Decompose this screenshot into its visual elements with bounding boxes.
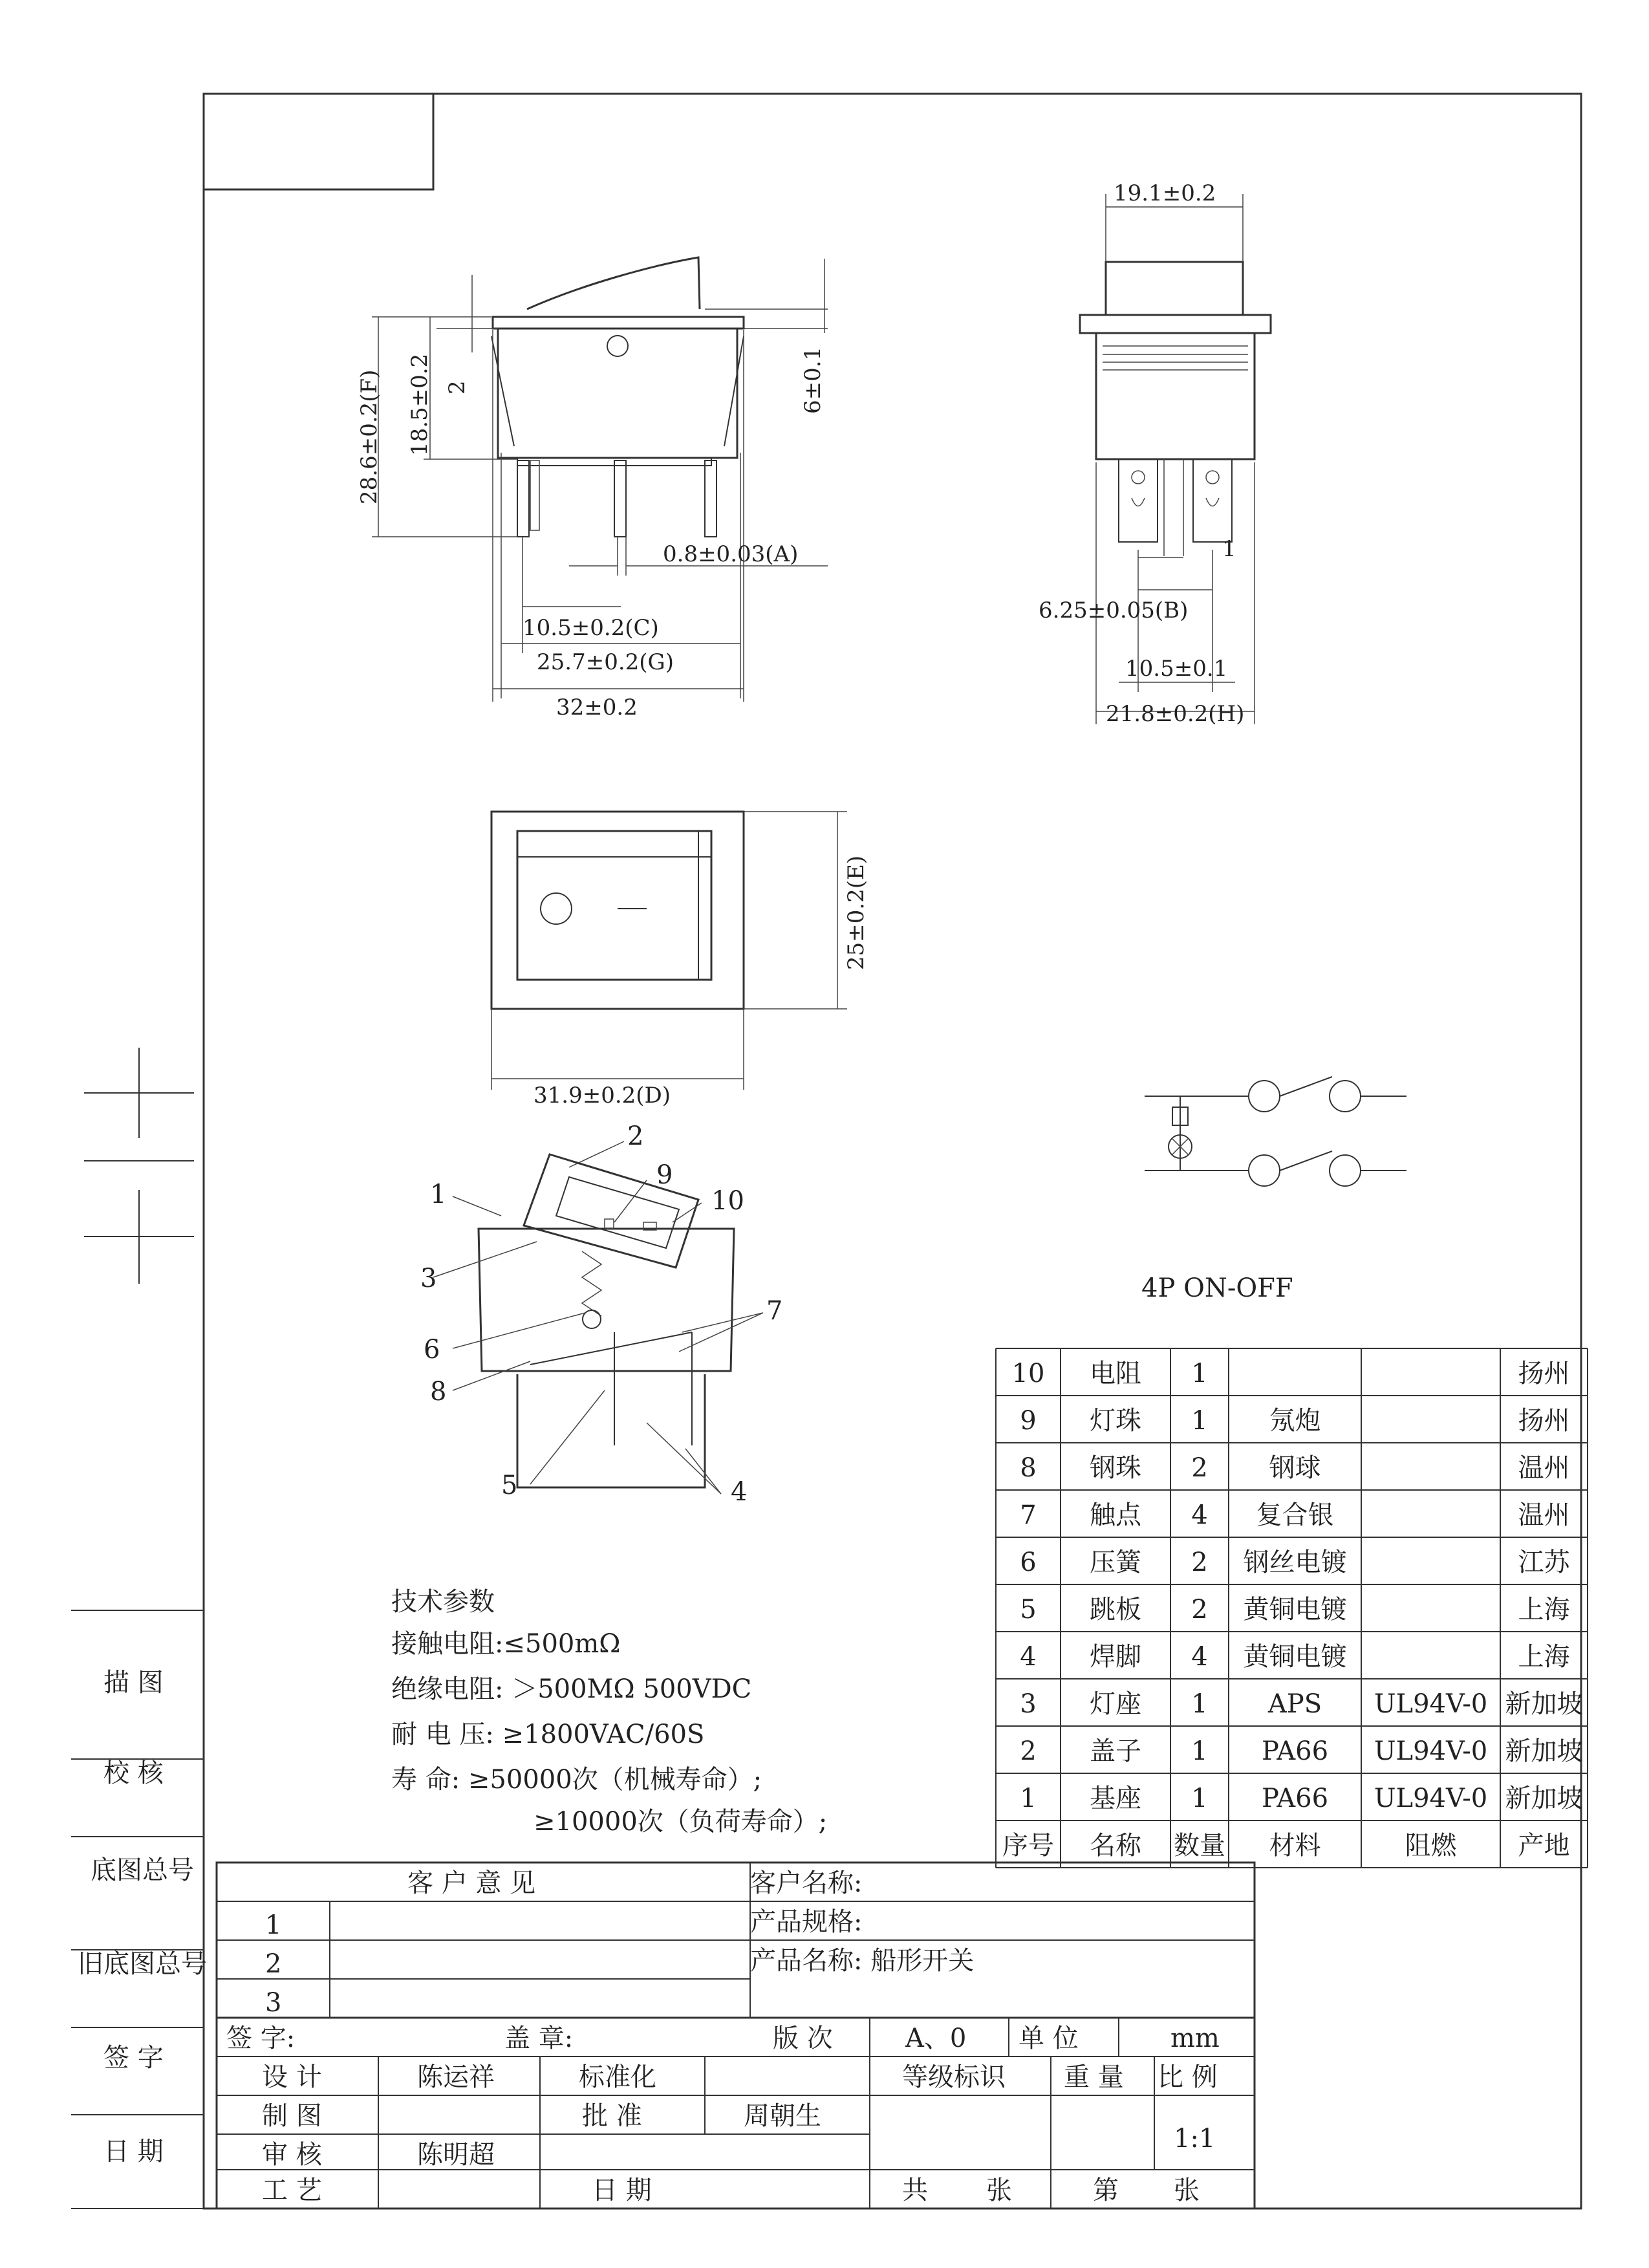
bom-cell: 压簧 <box>1090 1548 1141 1577</box>
callout-8: 8 <box>430 1377 447 1407</box>
bom-cell: 8 <box>1020 1453 1037 1483</box>
circuit-diagram <box>1141 1077 1406 1303</box>
strip-check: 校 核 <box>103 1758 164 1788</box>
version-value: A、0 <box>905 2024 967 2053</box>
design-label: 设 计 <box>262 2062 322 2092</box>
nth-label: 第 <box>1093 2176 1119 2205</box>
dim-width-d: 31.9±0.2(D) <box>534 1083 671 1108</box>
strip-base-no: 底图总号 <box>91 1855 194 1885</box>
callout-6: 6 <box>424 1335 440 1365</box>
dim-width-h: 21.8±0.2(H) <box>1106 701 1245 727</box>
tech-line-5: ≥10000次（负荷寿命）; <box>534 1807 828 1837</box>
customer-opinion: 客 户 意 见 <box>407 1868 536 1898</box>
top-view <box>491 812 869 1108</box>
bom-cell: 灯座 <box>1090 1689 1141 1719</box>
scale-label: 比 例 <box>1158 2062 1218 2092</box>
strip-sign: 签 字 <box>103 2043 164 2073</box>
bom-cell: 1 <box>1191 1359 1208 1388</box>
dim-one: 1 <box>1222 536 1236 562</box>
bom-header-cell: 材料 <box>1269 1831 1321 1861</box>
callout-1: 1 <box>430 1180 447 1209</box>
dim-pin-b: 6.25±0.05(B) <box>1039 598 1189 623</box>
bom-cell: 基座 <box>1090 1784 1141 1813</box>
bom-cell: 复合银 <box>1256 1500 1334 1530</box>
dim-pitch-side: 10.5±0.1 <box>1125 656 1228 682</box>
bom-cell: 黄铜电镀 <box>1243 1642 1347 1672</box>
bom-cell: 钢丝电镀 <box>1243 1548 1347 1577</box>
bom-cell: UL94V-0 <box>1374 1689 1488 1719</box>
weight-label: 重 量 <box>1064 2062 1124 2092</box>
bom-cell: 4 <box>1191 1642 1208 1672</box>
bom-cell: 7 <box>1020 1500 1037 1530</box>
opinion-row-3: 3 <box>265 1988 282 2018</box>
bom-cell: PA66 <box>1261 1736 1329 1766</box>
tech-line-1: 接触电阻:≤500mΩ <box>391 1629 621 1659</box>
bom-cell: 电阻 <box>1090 1359 1141 1388</box>
dim-total-height: 28.6±0.2(F) <box>356 369 382 504</box>
bom-cell: 氖炮 <box>1269 1406 1321 1436</box>
opinion-row-1: 1 <box>265 1910 282 1940</box>
strip-date: 日 期 <box>103 2137 164 2166</box>
bom-header-cell: 产地 <box>1518 1831 1570 1861</box>
bom-cell: 1 <box>1191 1689 1208 1719</box>
draw-label: 制 图 <box>262 2101 322 2131</box>
designer: 陈运祥 <box>417 2062 495 2092</box>
bom-cell: 黄铜电镀 <box>1243 1595 1347 1625</box>
dim-six: 6±0.1 <box>800 346 826 414</box>
side-view <box>1039 180 1271 727</box>
bom-cell: 扬州 <box>1518 1359 1570 1388</box>
bom-cell: 焊脚 <box>1090 1642 1141 1672</box>
bom-table <box>996 1348 1588 1868</box>
bom-cell: 上海 <box>1518 1595 1570 1625</box>
bom-cell: 4 <box>1191 1500 1208 1530</box>
left-strip <box>71 1610 207 2209</box>
bom-cell: PA66 <box>1261 1784 1329 1813</box>
grade-label: 等级标识 <box>902 2062 1006 2092</box>
sheet-label: 张 <box>986 2176 1012 2205</box>
tech-line-3: 耐 电 压: ≥1800VAC/60S <box>391 1720 705 1749</box>
bom-cell: 上海 <box>1518 1642 1570 1672</box>
product-name: 产品名称: 船形开关 <box>750 1946 975 1976</box>
bom-cell: 钢球 <box>1269 1453 1321 1483</box>
callout-10: 10 <box>711 1186 744 1216</box>
bom-cell: 2 <box>1191 1595 1208 1625</box>
bom-cell: UL94V-0 <box>1374 1736 1488 1766</box>
bom-cell: 5 <box>1020 1595 1037 1625</box>
bom-cell: 6 <box>1020 1548 1037 1577</box>
callout-3: 3 <box>420 1264 437 1293</box>
bom-cell: 灯珠 <box>1090 1406 1141 1436</box>
seal-label: 盖 章: <box>504 2024 574 2053</box>
bom-cell: 盖子 <box>1090 1736 1141 1766</box>
bom-cell: 1 <box>1191 1406 1208 1436</box>
unit-label: 单 位 <box>1018 2024 1079 2053</box>
bom-cell: 1 <box>1020 1784 1037 1813</box>
sheet-label-2: 张 <box>1174 2176 1200 2205</box>
bom-cell: 温州 <box>1518 1500 1570 1530</box>
bom-cell: 扬州 <box>1518 1406 1570 1436</box>
version-label: 版 次 <box>773 2024 833 2053</box>
callout-7: 7 <box>766 1296 783 1326</box>
standard-label: 标准化 <box>579 2062 656 2092</box>
customer-name: 客户名称: <box>750 1868 863 1898</box>
strip-trace: 描 图 <box>103 1668 164 1698</box>
dim-body-g: 25.7±0.2(G) <box>537 649 674 675</box>
bom-cell: 1 <box>1191 1736 1208 1766</box>
title-block <box>217 1863 1255 2209</box>
approve-label: 批 准 <box>582 2101 642 2131</box>
dim-width-32: 32±0.2 <box>556 695 638 720</box>
strip-old-base-no: 旧底图总号 <box>78 1949 207 1979</box>
bom-header-cell: 名称 <box>1090 1831 1141 1861</box>
bom-header-cell: 阻燃 <box>1405 1831 1457 1861</box>
date-label: 日 期 <box>592 2176 652 2205</box>
dim-small: 2 <box>444 380 470 394</box>
bom-cell: 2 <box>1191 1453 1208 1483</box>
bom-cell: 江苏 <box>1518 1548 1570 1577</box>
unit-value: mm <box>1170 2024 1220 2053</box>
dim-height-e: 25±0.2(E) <box>843 855 869 970</box>
callout-4: 4 <box>731 1477 748 1507</box>
bom-cell: 新加坡 <box>1505 1736 1583 1766</box>
bom-cell: 钢珠 <box>1090 1453 1141 1483</box>
dim-pin-a: 0.8±0.03(A) <box>663 541 799 567</box>
bom-cell: UL94V-0 <box>1374 1784 1488 1813</box>
bom-header-cell: 序号 <box>1002 1831 1054 1861</box>
dim-body-height: 18.5±0.2 <box>407 353 433 456</box>
dim-top-width: 19.1±0.2 <box>1114 180 1216 206</box>
tech-title: 技术参数 <box>391 1587 495 1617</box>
product-spec: 产品规格: <box>750 1907 863 1937</box>
bom-cell: 10 <box>1011 1359 1045 1388</box>
callout-9: 9 <box>656 1160 673 1190</box>
process-label: 工 艺 <box>262 2176 322 2205</box>
review-label: 审 核 <box>262 2140 322 2170</box>
bom-cell: 新加坡 <box>1505 1689 1583 1719</box>
bom-cell: APS <box>1267 1689 1322 1719</box>
bom-cell: 3 <box>1020 1689 1037 1719</box>
tech-line-4: 寿 命: ≥50000次（机械寿命）; <box>391 1765 762 1795</box>
bom-cell: 触点 <box>1090 1500 1141 1530</box>
bom-cell: 温州 <box>1518 1453 1570 1483</box>
bom-cell: 跳板 <box>1090 1595 1141 1625</box>
callout-2: 2 <box>627 1121 644 1151</box>
total-label: 共 <box>902 2176 928 2205</box>
bom-cell: 1 <box>1191 1784 1208 1813</box>
approver: 周朝生 <box>744 2101 821 2131</box>
callout-5: 5 <box>501 1471 518 1500</box>
tech-line-2: 绝缘电阻: ＞500MΩ 500VDC <box>391 1674 752 1704</box>
sign-label: 签 字: <box>226 2024 296 2053</box>
corner-box <box>204 94 433 189</box>
dim-pin-c: 10.5±0.2(C) <box>523 615 659 641</box>
circuit-label: 4P ON-OFF <box>1141 1273 1293 1303</box>
bom-cell: 2 <box>1020 1736 1037 1766</box>
bom-cell: 2 <box>1191 1548 1208 1577</box>
scale-value: 1:1 <box>1174 2124 1216 2154</box>
bom-cell: 9 <box>1020 1406 1037 1436</box>
cross-section <box>420 1121 782 1507</box>
bom-cell: 4 <box>1020 1642 1037 1672</box>
opinion-row-2: 2 <box>265 1949 282 1979</box>
bom-header-cell: 数量 <box>1174 1831 1225 1861</box>
tech-params <box>391 1587 827 1837</box>
bom-cell: 新加坡 <box>1505 1784 1583 1813</box>
front-view <box>356 257 828 720</box>
reviewer: 陈明超 <box>417 2140 495 2170</box>
